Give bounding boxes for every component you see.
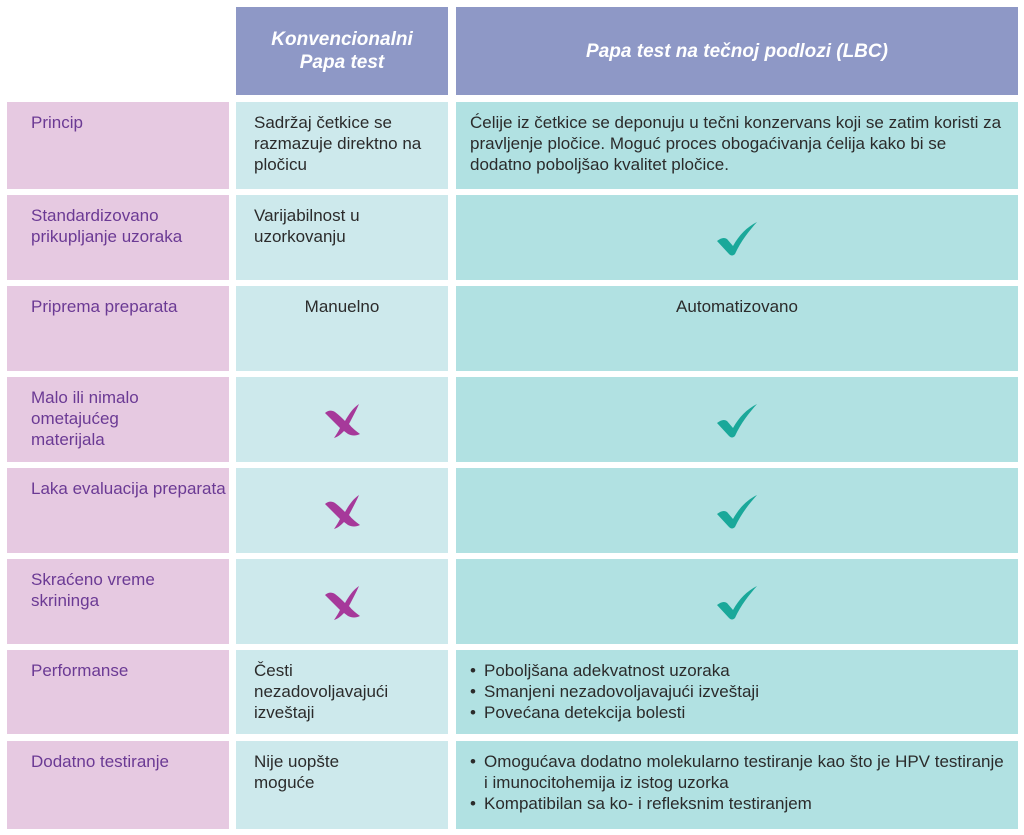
list-item: • Poboljšana adekvatnost uzoraka xyxy=(470,660,1006,681)
list-item: • Smanjeni nezadovoljavajući izveštaji xyxy=(470,681,1006,702)
row-label-princip: Princip xyxy=(7,102,229,189)
row-label-dodatno-testiranje: Dodatno testiranje xyxy=(7,741,229,829)
cross-icon xyxy=(323,401,361,439)
conventional-cell-laka-evaluacija xyxy=(236,468,448,553)
lbc-cell-laka-evaluacija xyxy=(456,468,1018,553)
check-icon xyxy=(714,492,760,530)
check-icon xyxy=(714,401,760,439)
lbc-cell-ometajuceg xyxy=(456,377,1018,462)
header-lbc: Papa test na tečnoj podlozi (LBC) xyxy=(456,7,1018,95)
check-icon xyxy=(714,219,760,257)
cross-icon xyxy=(323,492,361,530)
row-label-standardizovano: Standardizovano prikupljanje uzoraka xyxy=(7,195,229,280)
list-item: • Omogućava dodatno molekularno testiranje kao što je HPV testiranje i imunocitohemija iz istog uzorka xyxy=(470,751,1006,793)
lbc-cell-priprema: Automatizovano xyxy=(456,286,1018,371)
conventional-cell-performanse: Česti nezadovoljavajući izveštaji xyxy=(236,650,448,734)
conventional-cell-princip: Sadržaj četkice se razmazuje direktno na pločicu xyxy=(236,102,448,189)
row-label-laka-evaluacija: Laka evaluacija preparata xyxy=(7,468,229,553)
bullet-list xyxy=(470,751,1006,814)
lbc-cell-skraceno-vreme xyxy=(456,559,1018,644)
header-conventional: Konvencionalni Papa test xyxy=(236,7,448,95)
lbc-cell-standardizovano xyxy=(456,195,1018,280)
list-item: • Kompatibilan sa ko- i refleksnim testiranjem xyxy=(470,793,1006,814)
bullet-list xyxy=(470,660,1006,723)
row-label-priprema: Priprema preparata xyxy=(7,286,229,371)
row-label-ometajuceg: Malo ili nimalo ometajućeg materijala xyxy=(7,377,229,462)
cross-icon xyxy=(323,583,361,621)
conventional-cell-standardizovano: Varijabilnost u uzorkovanju xyxy=(236,195,448,280)
lbc-cell-princip: Ćelije iz četkice se deponuju u tečni konzervans koji se zatim koristi za pravljenje pločice. Moguć proces obogaćivanja ćelija kako bi se dodatno poboljšao kvalitet pločice. xyxy=(456,102,1018,189)
list-item: • Povećana detekcija bolesti xyxy=(470,702,1006,723)
lbc-cell-dodatno-testiranje xyxy=(456,741,1018,829)
row-label-skraceno-vreme: Skraćeno vreme skrininga xyxy=(7,559,229,644)
check-icon xyxy=(714,583,760,621)
lbc-cell-performanse xyxy=(456,650,1018,734)
conventional-cell-priprema: Manuelno xyxy=(236,286,448,371)
conventional-cell-dodatno-testiranje: Nije uopšte moguće xyxy=(236,741,448,829)
row-label-performanse: Performanse xyxy=(7,650,229,734)
conventional-cell-skraceno-vreme xyxy=(236,559,448,644)
conventional-cell-ometajuceg xyxy=(236,377,448,462)
